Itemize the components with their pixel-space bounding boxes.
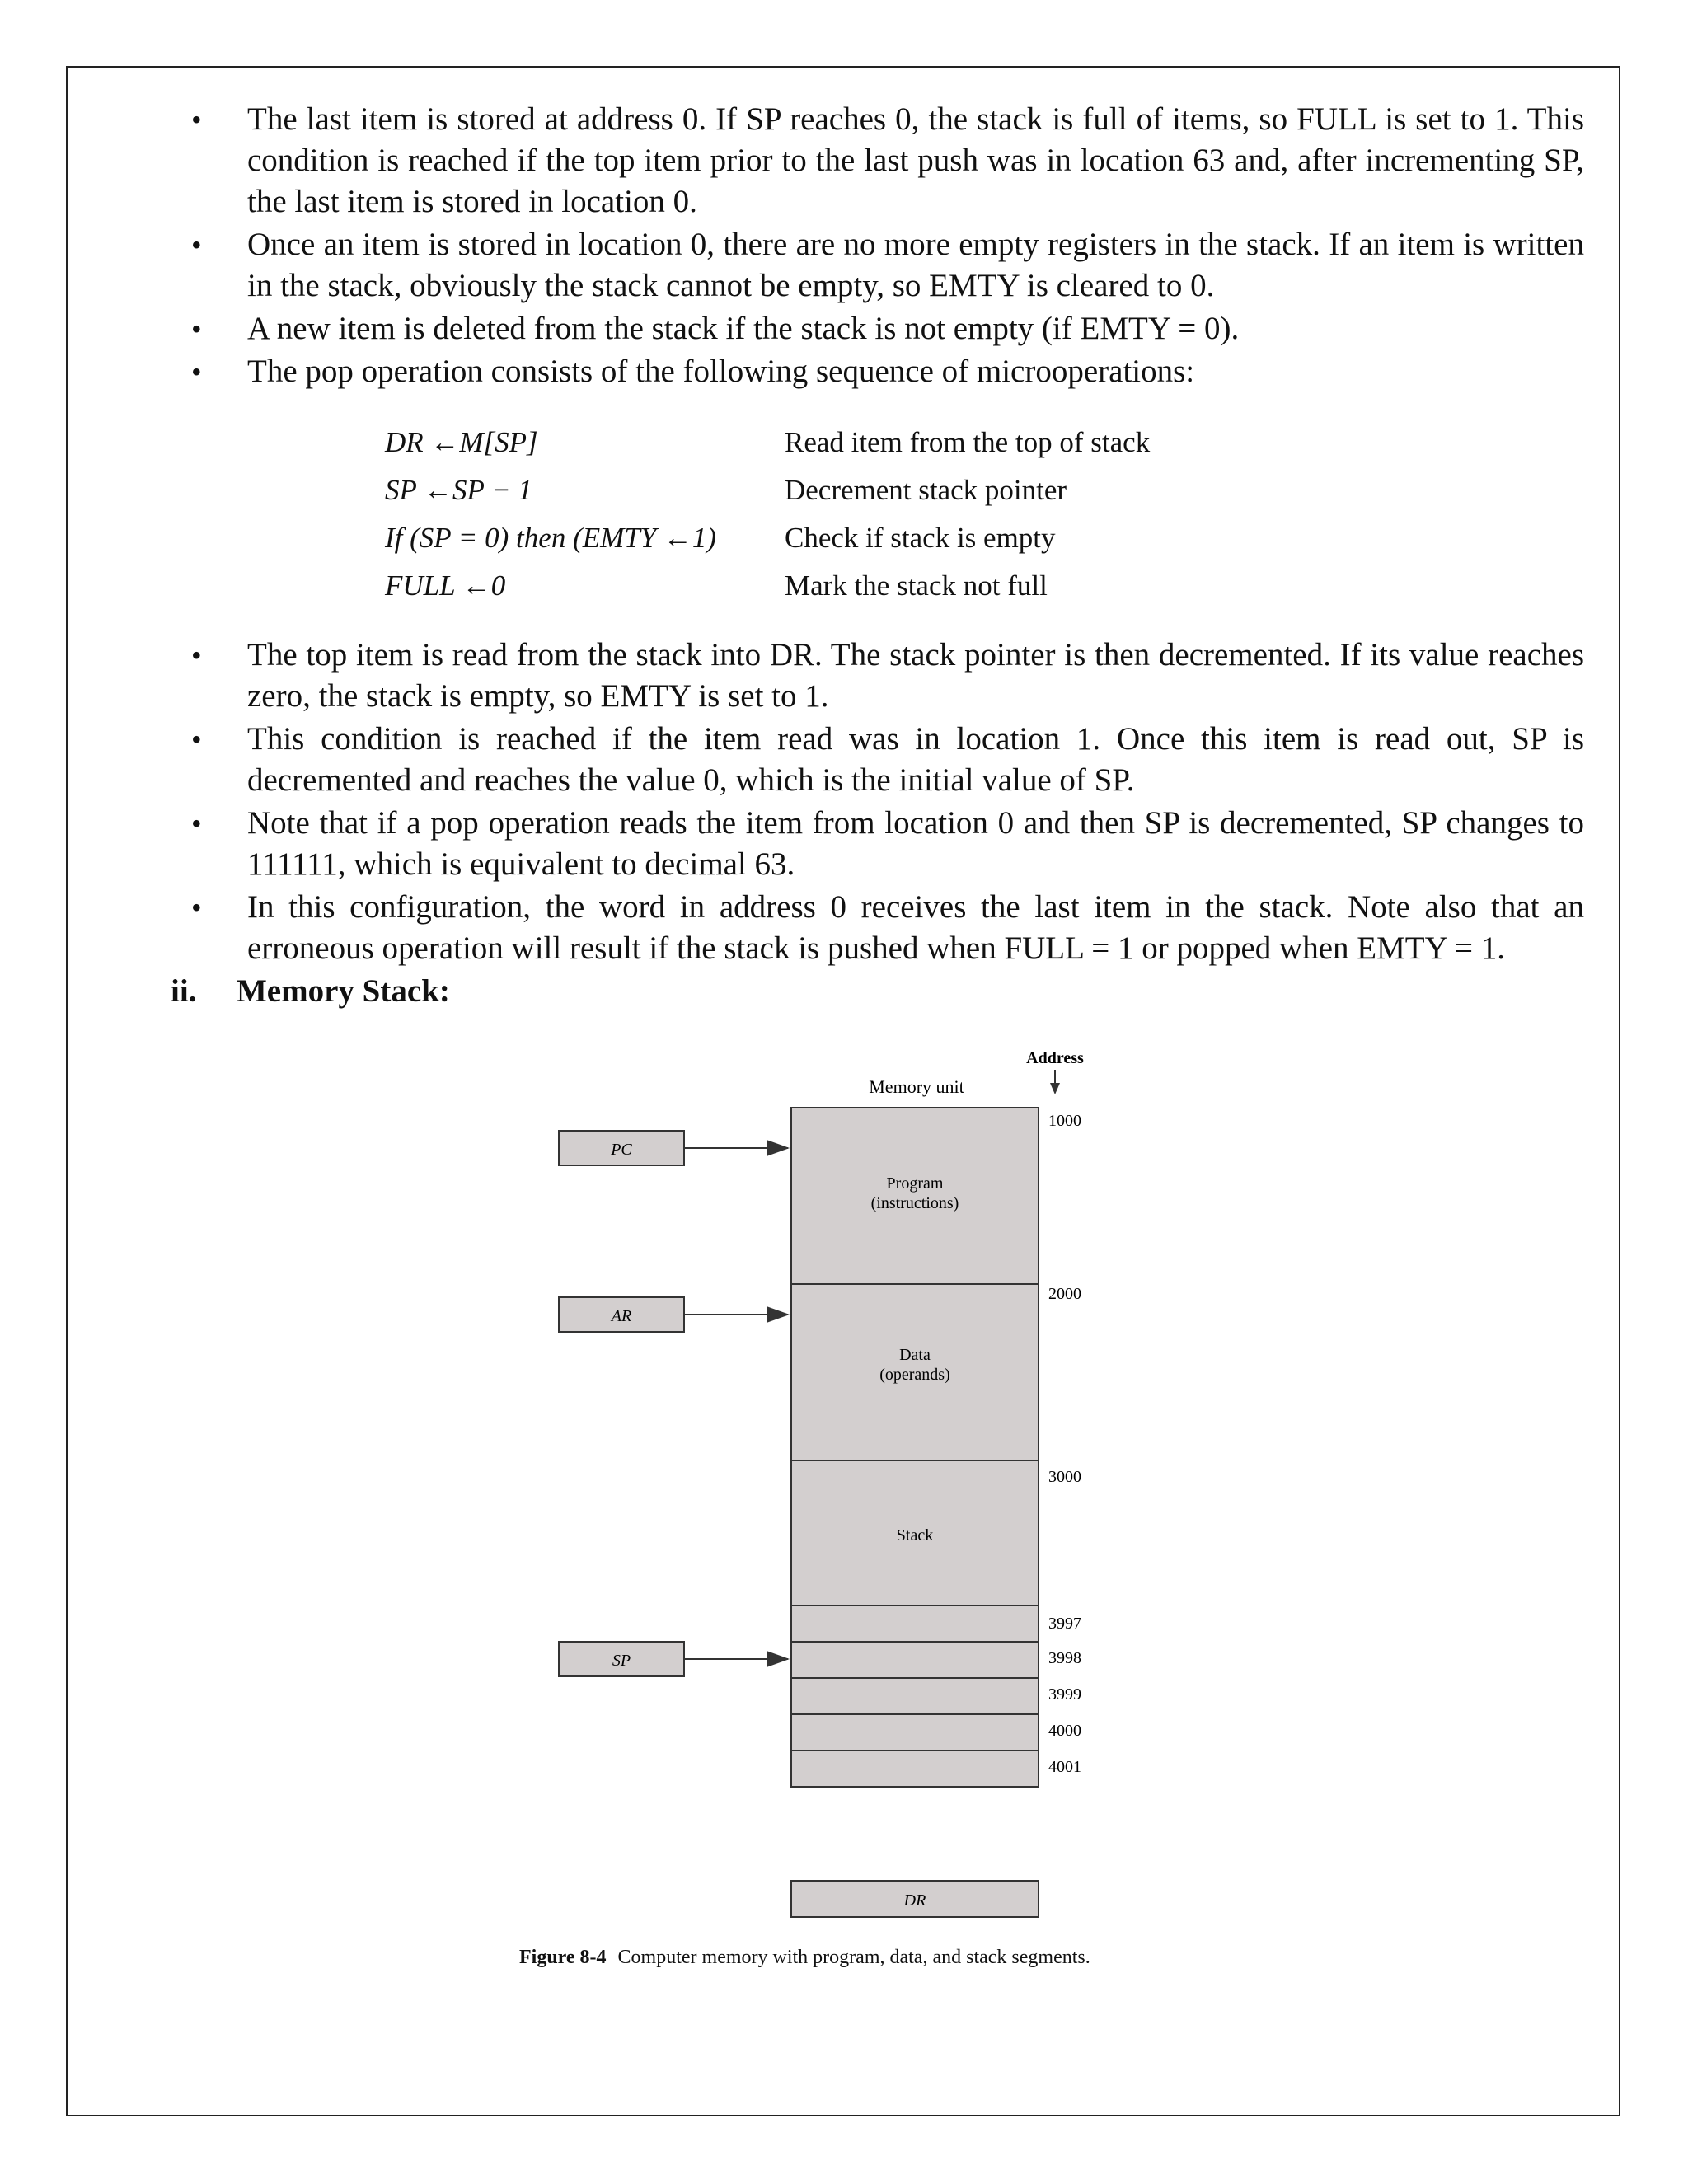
bullet-list-top: [183, 99, 1584, 392]
microop-row: [385, 466, 1150, 514]
bullet-list-bottom: [183, 635, 1584, 969]
section-heading: [171, 971, 1584, 1012]
pc-label: PC: [611, 1141, 632, 1159]
stack-word: [791, 1714, 1039, 1750]
dr-label: DR: [903, 1891, 926, 1910]
microop-description: Read item from the top of stack: [785, 426, 1151, 458]
microop: SP ←SP − 1: [385, 474, 532, 506]
section-title: Memory Stack:: [237, 973, 450, 1009]
stack-word: [791, 1605, 1039, 1642]
address-2000: 2000: [1048, 1285, 1081, 1303]
bullet-item: • Once an item is stored in location 0, there are no more empty registers in the stack. If an item is written in the stack, obviously the stack cannot be empty, so EMTY is cleared to 0.: [183, 224, 1584, 307]
microop-row: [385, 514, 1150, 562]
stack-label: Stack: [896, 1526, 934, 1544]
address-3000: 3000: [1048, 1468, 1081, 1486]
section-number: ii.: [171, 973, 197, 1009]
data-sublabel: (operands): [879, 1366, 950, 1384]
microop: If (SP = 0) then (EMTY ←1): [385, 522, 717, 554]
memory-diagram: [519, 1032, 1179, 1938]
bullet-item: • The pop operation consists of the following sequence of microoperations:: [183, 351, 1584, 392]
bullet-item: • In this configuration, the word in address 0 receives the last item in the stack. Note also that an erroneous operation will result if the stack is pushed when FULL = 1 or popped when EMTY = 1.: [183, 887, 1584, 969]
address-label: Address: [1026, 1049, 1084, 1067]
microoperation-table: [385, 419, 1150, 610]
text-block: [171, 99, 1584, 1012]
microop-row: [385, 562, 1150, 610]
address-3999: 3999: [1048, 1685, 1081, 1704]
memory-unit-label: Memory unit: [869, 1076, 964, 1097]
bullet-item: • A new item is deleted from the stack if the stack is not empty (if EMTY = 0).: [183, 308, 1584, 349]
ar-label: AR: [611, 1307, 632, 1325]
address-3997: 3997: [1048, 1615, 1081, 1633]
address-arrow-icon: [1050, 1070, 1060, 1094]
program-label: Program: [886, 1174, 944, 1193]
bullet-item: • This condition is reached if the item read was in location 1. Once this item is read out, SP is decremented and reaches the value 0, which is the initial value of SP.: [183, 719, 1584, 801]
microop: DR ←M[SP]: [385, 426, 538, 458]
sp-label: SP: [612, 1652, 631, 1670]
stack-word: [791, 1750, 1039, 1787]
microop-row: [385, 419, 1150, 466]
address-3998: 3998: [1048, 1649, 1081, 1667]
figure-caption-text: Computer memory with program, data, and stack segments.: [617, 1947, 1090, 1968]
address-1000: 1000: [1048, 1112, 1081, 1130]
microop-description: Mark the stack not full: [785, 569, 1048, 602]
microop-description: Decrement stack pointer: [785, 474, 1067, 506]
program-sublabel: (instructions): [870, 1194, 959, 1212]
microop-description: Check if stack is empty: [785, 522, 1056, 554]
stack-word: [791, 1678, 1039, 1714]
figure-caption-label: Figure 8-4: [519, 1947, 607, 1968]
bullet-item: • The top item is read from the stack into DR. The stack pointer is then decremented. If its value reaches zero, the stack is empty, so EMTY is set to 1.: [183, 635, 1584, 717]
stack-word: [791, 1642, 1039, 1678]
figure-caption: [519, 1947, 1261, 1969]
data-label: Data: [899, 1346, 931, 1364]
microop: FULL ←0: [385, 569, 506, 602]
address-4001: 4001: [1048, 1758, 1081, 1776]
address-4000: 4000: [1048, 1722, 1081, 1740]
memory-stack-figure: [519, 1032, 1179, 1980]
bullet-item: • Note that if a pop operation reads the item from location 0 and then SP is decremented, SP changes to 111111, which is equivalent to decimal 63.: [183, 803, 1584, 885]
bullet-item: • The last item is stored at address 0. If SP reaches 0, the stack is full of items, so FULL is set to 1. This condition is reached if the top item prior to the last push was in location 63 and, after incrementing SP, the last item is stored in location 0.: [183, 99, 1584, 223]
